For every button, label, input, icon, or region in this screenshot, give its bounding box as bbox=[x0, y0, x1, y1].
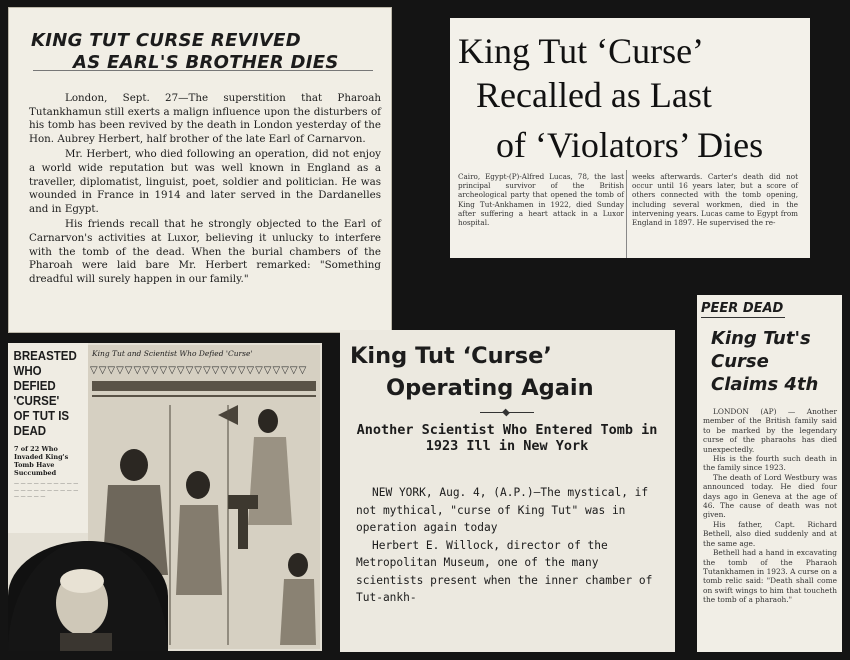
divider bbox=[33, 70, 373, 71]
masthead-subhead: 7 of 22 Who Invaded King's Tomb Have Succumbed bbox=[14, 445, 69, 477]
frieze-pattern: ▽▽▽▽▽▽▽▽▽▽▽▽▽▽▽▽▽▽▽▽▽▽▽▽▽ bbox=[90, 365, 308, 376]
article-body bbox=[703, 407, 837, 605]
article-column-2: weeks afterwards. Carter's death did not occur until 16 years later, but a score of others connected with the tomb opening, including several workmen, died in the intervening years. Lucas came to Egypt from England in 1897. He supervised the re- bbox=[632, 172, 798, 228]
portrait-illustration bbox=[8, 541, 168, 651]
headline bbox=[711, 327, 818, 396]
masthead-block bbox=[8, 343, 88, 533]
article-body bbox=[29, 92, 381, 288]
headline-line-2: Curse bbox=[711, 351, 769, 372]
headline-line-1: King Tut ‘Curse’ bbox=[350, 343, 552, 369]
paragraph: His father, Capt. Richard Bethell, also died suddenly and at the same age. bbox=[703, 519, 837, 548]
paragraph: Bethell had a hand in excavating the tomb of the Pharaoh Tutankhamen in 1923. A curse on a tomb relic said: "Death shall come on swift wings to him that toucheth the tomb of a pharaoh." bbox=[703, 548, 837, 605]
headline-line-1: KING TUT CURSE REVIVED bbox=[31, 30, 301, 51]
column-divider bbox=[626, 170, 627, 258]
paragraph: London, Sept. 27—The superstition that Pharoah Tutankhamun still exerts a malign influence upon the disturbers of his tomb has been revived by the death in London yesterday of the Hon. Aubrey Herbert, half brother of the late Earl of Carnarvon. bbox=[29, 92, 381, 145]
headline-line-2: Recalled as Last bbox=[476, 75, 712, 115]
paragraph: Mr. Herbert, who died following an operation, did not enjoy a world wide reputation but was well known in England as a traveller, diplomatist, linguist, poet, soldier and politician. He was wounded in France in 1914 and later served in the Dardanelles and in Egypt. bbox=[29, 148, 381, 215]
clipping-last-violator bbox=[450, 18, 810, 258]
paragraph: His is the fourth such death in the family since 1923. bbox=[703, 454, 837, 473]
paragraph: His friends recall that he strongly objected to the Earl of Carnarvon's activities at Luxor, believing it unlucky to interfere with the tomb of the dead. When the burial chambers of the Pharoah were laid bare Mr. Herbert remarked: "Something dreadful will surely happen in our family." bbox=[29, 218, 381, 285]
portrait-photo bbox=[8, 541, 168, 651]
paragraph: Herbert E. Willock, director of the Metropolitan Museum, one of the many scientists present when the inner chamber of Tut-ankh- bbox=[356, 538, 653, 604]
masthead-headline: BREASTED WHO DEFIED 'CURSE' OF TUT IS DEAD bbox=[13, 349, 77, 438]
photo-caption: King Tut and Scientist Who Defied 'Curse' bbox=[92, 349, 253, 358]
headline-line-3: of ‘Violators’ Dies bbox=[496, 125, 764, 165]
fine-print: — — — — — — — — — — — — — — — — — — — — — — — — — bbox=[14, 481, 79, 500]
headline-line-3: Claims 4th bbox=[711, 374, 819, 395]
clipping-operating-again bbox=[340, 330, 675, 652]
headline-line-1: King Tut's bbox=[711, 328, 811, 349]
clipping-peer-dead bbox=[697, 295, 842, 652]
clipping-earls-brother bbox=[8, 7, 392, 333]
headline-line-1: King Tut ‘Curse’ bbox=[458, 31, 705, 71]
subheadline: Another Scientist Who Entered Tomb in 1923 Ill in New York bbox=[356, 422, 658, 454]
paragraph: LONDON (AP) — Another member of the British family said to be marked by the legendary curse of the pharaohs has died unexpectedly. bbox=[703, 407, 837, 454]
article-column-1: Cairo, Egypt-(P)-Alfred Lucas, 78, the last principal survivor of the British archeological party that opened the tomb of King Tut-Ankhamen in 1922, died Sunday after suffering a heart attack in a Luxor hospital. bbox=[458, 172, 624, 228]
headline-line-2: Operating Again bbox=[386, 375, 594, 401]
kicker: PEER DEAD bbox=[701, 301, 784, 316]
paragraph: The death of Lord Westbury was announced today. He died four days ago in Geneva at the age of 46. The cause of death was not given. bbox=[703, 472, 837, 520]
headline-line-2: AS EARL'S BROTHER DIES bbox=[73, 52, 339, 73]
paragraph: NEW YORK, Aug. 4, (A.P.)—The mystical, if not mythical, "curse of King Tut" was in operation again today bbox=[356, 486, 649, 534]
ornament-divider bbox=[480, 412, 534, 413]
clipping-breasted bbox=[8, 343, 322, 651]
article-body bbox=[356, 484, 662, 607]
